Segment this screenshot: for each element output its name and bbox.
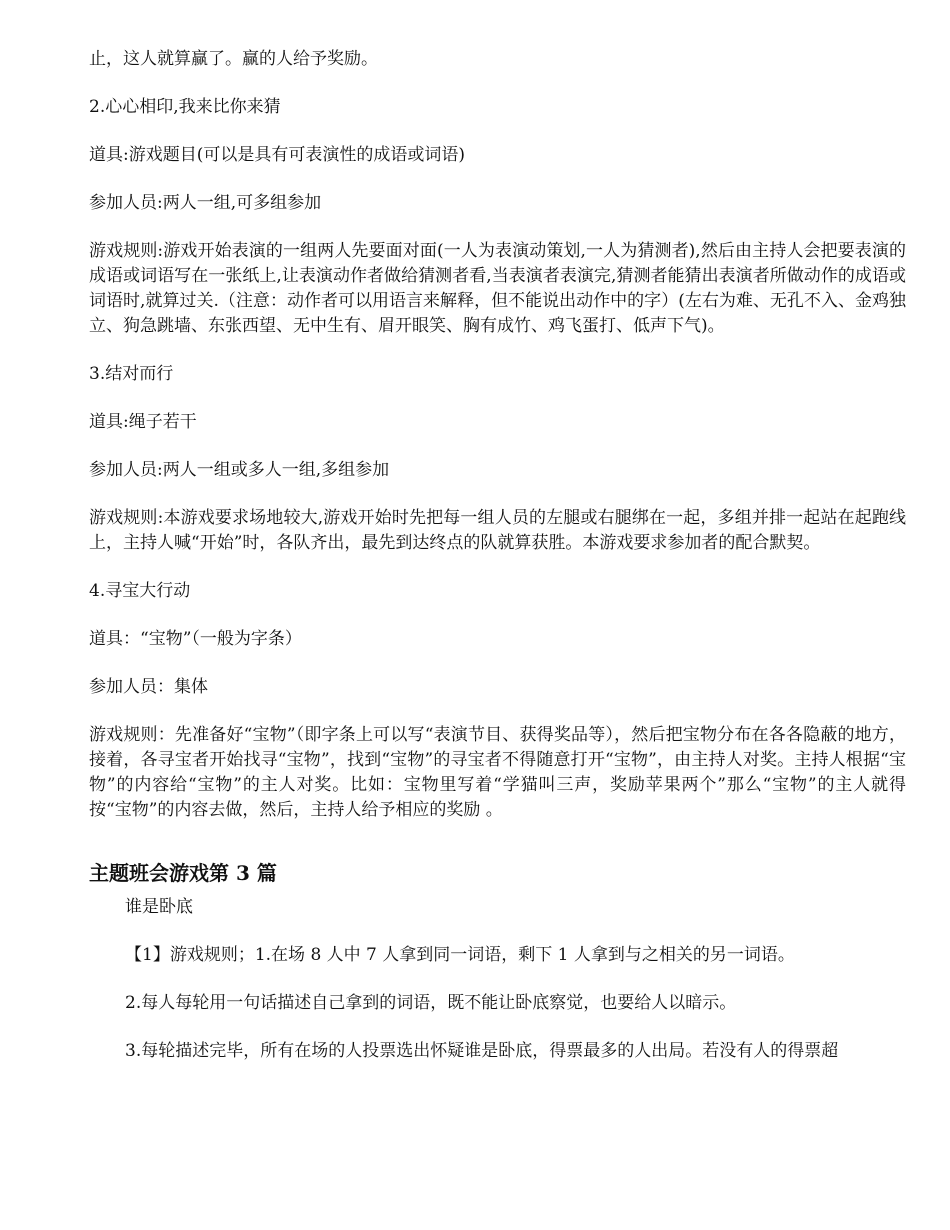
rule-item-1: 【1】游戏规则；1.在场 8 人中 7 人拿到同一词语，剩下 1 人拿到与之相关的另一词语。 — [125, 945, 795, 965]
paragraph-1: 止，这人就算赢了。赢的人给予奖励。 — [89, 49, 378, 69]
participants-game-4: 参加人员：集体 — [89, 677, 208, 697]
rule-item-2: 2.每人每轮用一句话描述自己拿到的词语，既不能让卧底察觉，也要给人以暗示。 — [125, 993, 737, 1013]
participants-game-2: 参加人员:两人一组,可多组参加 — [89, 193, 322, 213]
rules-game-3: 游戏规则:本游戏要求场地较大,游戏开始时先把每一组人员的左腿或右腿绑在一起，多组并排一起站在起跑线上，主持人喊“开始”时，各队齐出，最先到达终点的队就算获胜。本游戏要求参加者的配合默契。 — [89, 508, 906, 553]
props-game-3: 道具:绳子若干 — [89, 412, 197, 432]
rules-game-4: 游戏规则：先准备好“宝物”（即字条上可以写“表演节目、获得奖品等），然后把宝物分布在各各隐蔽的地方，接着，各寻宝者开始找寻“宝物”，找到“宝物”的寻宝者不得随意打开“宝物”，由主持人对奖。主持人根据“宝物”的内容给“宝物”的主人对奖。比如：宝物里写着“学猫叫三声，奖励苹果两个”那么“宝物”的主人就得按“宝物”的内容去做，然后，主持人给予相应的奖励 。 — [89, 725, 906, 820]
game-title-undercover: 谁是卧底 — [125, 897, 193, 917]
heading-game-3: 3.结对而行 — [89, 364, 174, 384]
heading-game-2: 2.心心相印,我来比你来猜 — [89, 97, 281, 117]
props-game-4: 道具：“宝物”（一般为字条） — [89, 629, 302, 649]
heading-game-4: 4.寻宝大行动 — [89, 581, 191, 601]
rules-game-2: 游戏规则:游戏开始表演的一组两人先要面对面(一人为表演动策划,一人为猜测者),然后由主持人会把要表演的成语或词语写在一张纸上,让表演动作者做给猜测者看,当表演者表演完,猜测者能猜出表演者所做动作的成语或词语时,就算过关.（注意：动作者可以用语言来解释，但不能说出动作中的字）(左右为难、无孔不入、金鸡独立、狗急跳墙、东张西望、无中生有、眉开眼笑、胸有成竹、鸡飞蛋打、低声下气)。 — [89, 241, 906, 336]
props-game-2: 道具:游戏题目(可以是具有可表演性的成语或词语) — [89, 145, 465, 165]
participants-game-3: 参加人员:两人一组或多人一组,多组参加 — [89, 460, 390, 480]
section-title: 主题班会游戏第 3 篇 — [89, 861, 277, 885]
rule-item-3: 3.每轮描述完毕，所有在场的人投票选出怀疑谁是卧底，得票最多的人出局。若没有人的得票超 — [125, 1041, 839, 1061]
